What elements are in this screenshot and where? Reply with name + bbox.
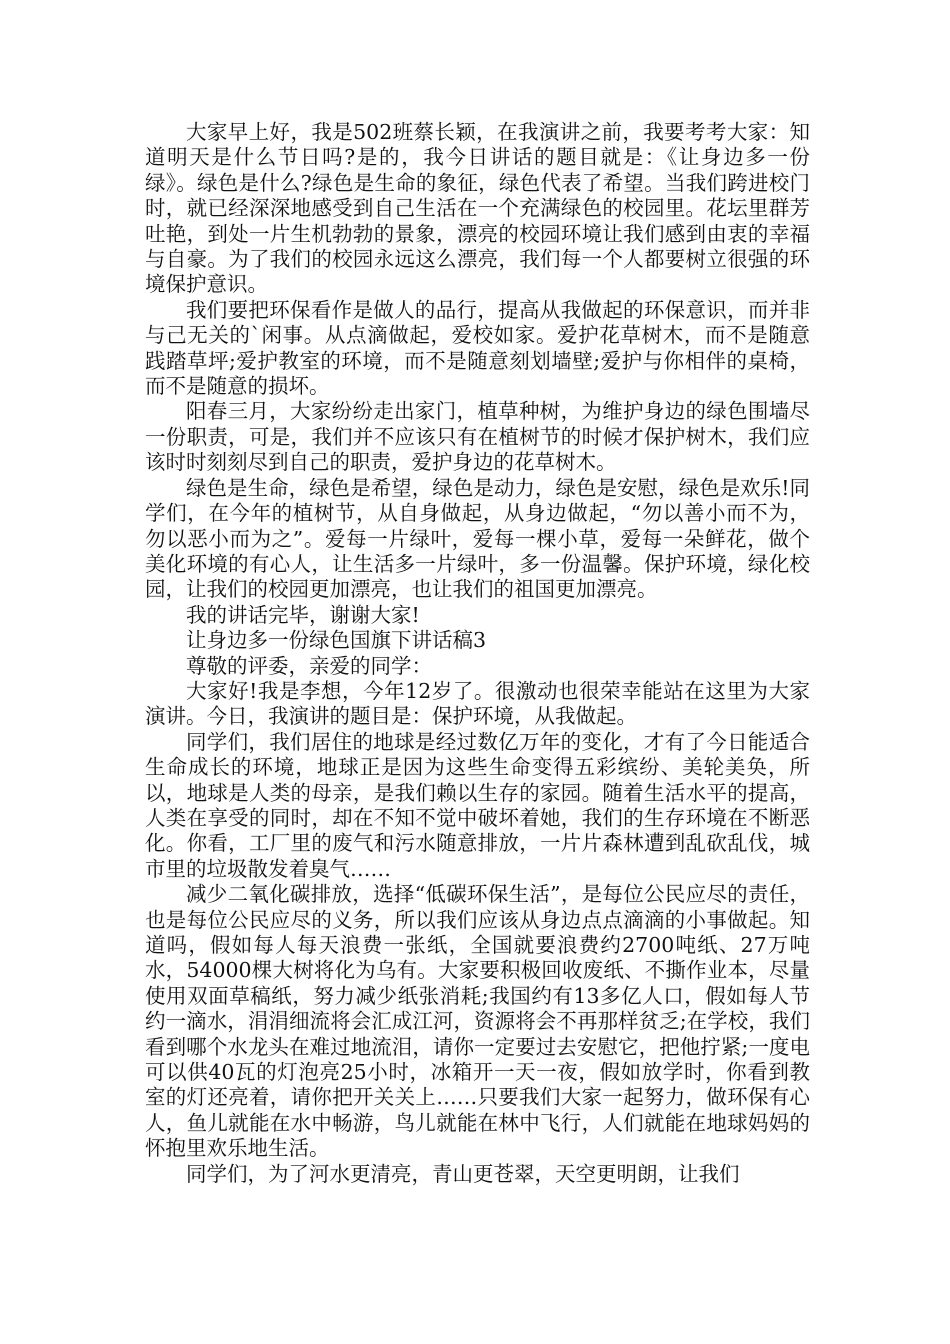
- paragraph-3: 阳春三月，大家纷纷走出家门，植草种树，为维护身边的绿色围墙尽一份职责，可是，我们并不应该只有在植树节的时候才保护树木，我们应该时时刻刻尽到自己的职责，爱护身边的花草树木。: [145, 399, 810, 475]
- salutation: 尊敬的评委，亲爱的同学：: [186, 653, 432, 678]
- paragraph-2: 我们要把环保看作是做人的品行，提高从我做起的环保意识，而并非与己无关的`闲事。从点滴做起，爱校如家。爱护花草树木，而不是随意践踏草坪;爱护教室的环境，而不是随意刻划墙壁;爱护与你相伴的桌椅，而不是随意的损坏。: [145, 297, 810, 399]
- paragraph-1: 大家早上好，我是502班蔡长颖，在我演讲之前，我要考考大家：知道明天是什么节日吗?是的，我今日讲话的题目就是：《让身边多一份绿》。绿色是什么?绿色是生命的象征，绿色代表了希望。当我们跨进校门时，就已经深深地感受到自己生活在一个充满绿色的校园里。花坛里群芳吐艳，到处一片生机勃勃的景象，漂亮的校园环境让我们感到由衷的幸福与自豪。为了我们的校园永远这么漂亮，我们每一个人都要树立很强的环境保护意识。: [145, 120, 810, 297]
- paragraph-11: 同学们，为了河水更清亮，青山更苍翠，天空更明朗，让我们: [186, 1161, 740, 1186]
- paragraph-10: 减少二氧化碳排放，选择“低碳环保生活”，是每位公民应尽的责任，也是每位公民应尽的义务，所以我们应该从身边点点滴滴的小事做起。知道吗，假如每人每天浪费一张纸，全国就要浪费约2700吨纸、27万吨水，54000棵大树将化为乌有。大家要积极回收废纸、不撕作业本，尽量使用双面草稿纸，努力减少纸张消耗;我国约有13多亿人口，假如每人节约一滴水，涓涓细流将会汇成江河，资源将会不再那样贫乏;在学校，我们看到哪个水龙头在难过地流泪，请你一定要过去安慰它，把他拧紧;一度电可以供40瓦的灯泡亮25小时，冰箱开一天一夜，假如放学时，你看到教室的灯还亮着，请你把开关关上……只要我们大家一起努力，做环保有心人，鱼儿就能在水中畅游，鸟儿就能在林中飞行，人们就能在地球妈妈的怀抱里欢乐地生活。: [145, 882, 810, 1161]
- closing-line: 我的讲话完毕，谢谢大家!: [186, 602, 420, 627]
- section-title: 让身边多一份绿色国旗下讲话稿3: [186, 628, 487, 653]
- document-page: [145, 120, 810, 1187]
- paragraph-4: 绿色是生命，绿色是希望，绿色是动力，绿色是安慰，绿色是欢乐!同学们，在今年的植树节，从自身做起，从身边做起，“勿以善小而不为，勿以恶小而为之”。爱每一片绿叶，爱每一棵小草，爱每一朵鲜花，做个美化环境的有心人，让生活多一片绿叶，多一份温馨。保护环境，绿化校园，让我们的校园更加漂亮，也让我们的祖国更加漂亮。: [145, 475, 810, 602]
- paragraph-9: 同学们，我们居住的地球是经过数亿万年的变化，才有了今日能适合生命成长的环境，地球正是因为这些生命变得五彩缤纷、美轮美奂，所以，地球是人类的母亲，是我们赖以生存的家园。随着生活水平的提高，人类在享受的同时，却在不知不觉中破坏着她，我们的生存环境在不断恶化。你看，工厂里的废气和污水随意排放，一片片森林遭到乱砍乱伐，城市里的垃圾散发着臭气……: [145, 729, 810, 881]
- paragraph-8: 大家好!我是李想，今年12岁了。很激动也很荣幸能站在这里为大家演讲。今日，我演讲的题目是：保护环境，从我做起。: [145, 678, 810, 729]
